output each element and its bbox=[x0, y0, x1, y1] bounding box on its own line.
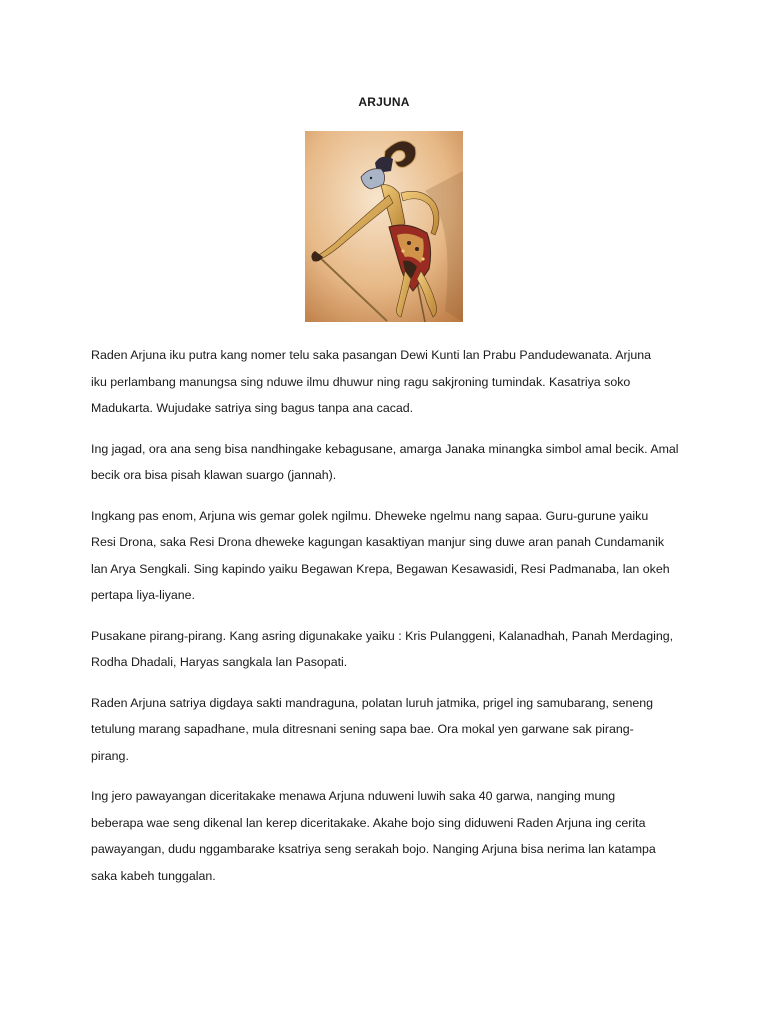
wayang-arjuna-puppet-icon bbox=[305, 131, 463, 322]
paragraph bbox=[91, 623, 691, 676]
paragraph-line: Rodha Dhadali, Haryas sangkala lan Pasopati. bbox=[91, 655, 348, 669]
paragraph-line: saka kabeh tunggalan. bbox=[91, 868, 216, 883]
paragraph bbox=[91, 690, 691, 770]
paragraph-line: pirang. bbox=[91, 748, 129, 763]
paragraph-line: Ing jero pawayangan diceritakake menawa Arjuna nduweni luwih saka 40 garwa, nanging mung bbox=[91, 789, 616, 803]
paragraph-line: Resi Drona, saka Resi Drona dheweke kagungan kasaktiyan manjur sing duwe aran panah Cundamanik bbox=[91, 535, 665, 549]
paragraph bbox=[91, 436, 691, 489]
paragraph bbox=[91, 342, 691, 422]
paragraph-line: beberapa wae seng dikenal lan kerep diceritakake. Akahe bojo sing diduweni Raden Arjuna ing cerita bbox=[91, 815, 646, 830]
paragraph-line: Ingkang pas enom, Arjuna wis gemar golek ngilmu. Dheweke ngelmu nang sapaa. Guru-gurune yaiku bbox=[91, 508, 649, 523]
paragraph bbox=[91, 783, 691, 889]
paragraph-line: Raden Arjuna satriya digdaya sakti mandraguna, polatan luruh jatmika, prigel ing samubarang, seneng bbox=[91, 695, 654, 710]
paragraph-line: Ing jagad, ora ana seng bisa nandhingake kebagusane, amarga Janaka minangka simbol amal becik. Amal bbox=[91, 441, 679, 456]
document-title: ARJUNA bbox=[358, 95, 410, 109]
paragraph-line: Pusakane pirang-pirang. Kang asring digunakake yaiku : Kris Pulanggeni, Kalanadhah, Panah Merdaging, bbox=[91, 628, 674, 643]
paragraph-line: pertapa liya-liyane. bbox=[91, 588, 196, 602]
paragraph bbox=[91, 503, 691, 609]
paragraph-line: pawayangan, dudu nggambarake ksatriya seng serakah bojo. Nanging Arjuna bisa nerima lan katampa bbox=[91, 842, 656, 856]
paragraph-line: becik ora bisa pisah klawan suargo (jannah). bbox=[91, 468, 337, 482]
paragraph-line: iku perlambang manungsa sing nduwe ilmu dhuwur ning ragu sakjroning tumindak. Kasatriya soko bbox=[91, 374, 631, 389]
document-body bbox=[91, 342, 691, 903]
paragraph-line: Madukarta. Wujudake satriya sing bagus tanpa ana cacad. bbox=[91, 401, 414, 415]
paragraph-line: lan Arya Sengkali. Sing kapindo yaiku Begawan Krepa, Begawan Kesawasidi, Resi Padmanaba, lan okeh bbox=[91, 561, 670, 576]
paragraph-line: Raden Arjuna iku putra kang nomer telu saka pasangan Dewi Kunti lan Prabu Pandudewanata. Arjuna bbox=[91, 348, 652, 362]
paragraph-line: tetulung marang sapadhane, mula ditresnani sening sapa bae. Ora mokal yen garwane sak pirang- bbox=[91, 722, 634, 736]
